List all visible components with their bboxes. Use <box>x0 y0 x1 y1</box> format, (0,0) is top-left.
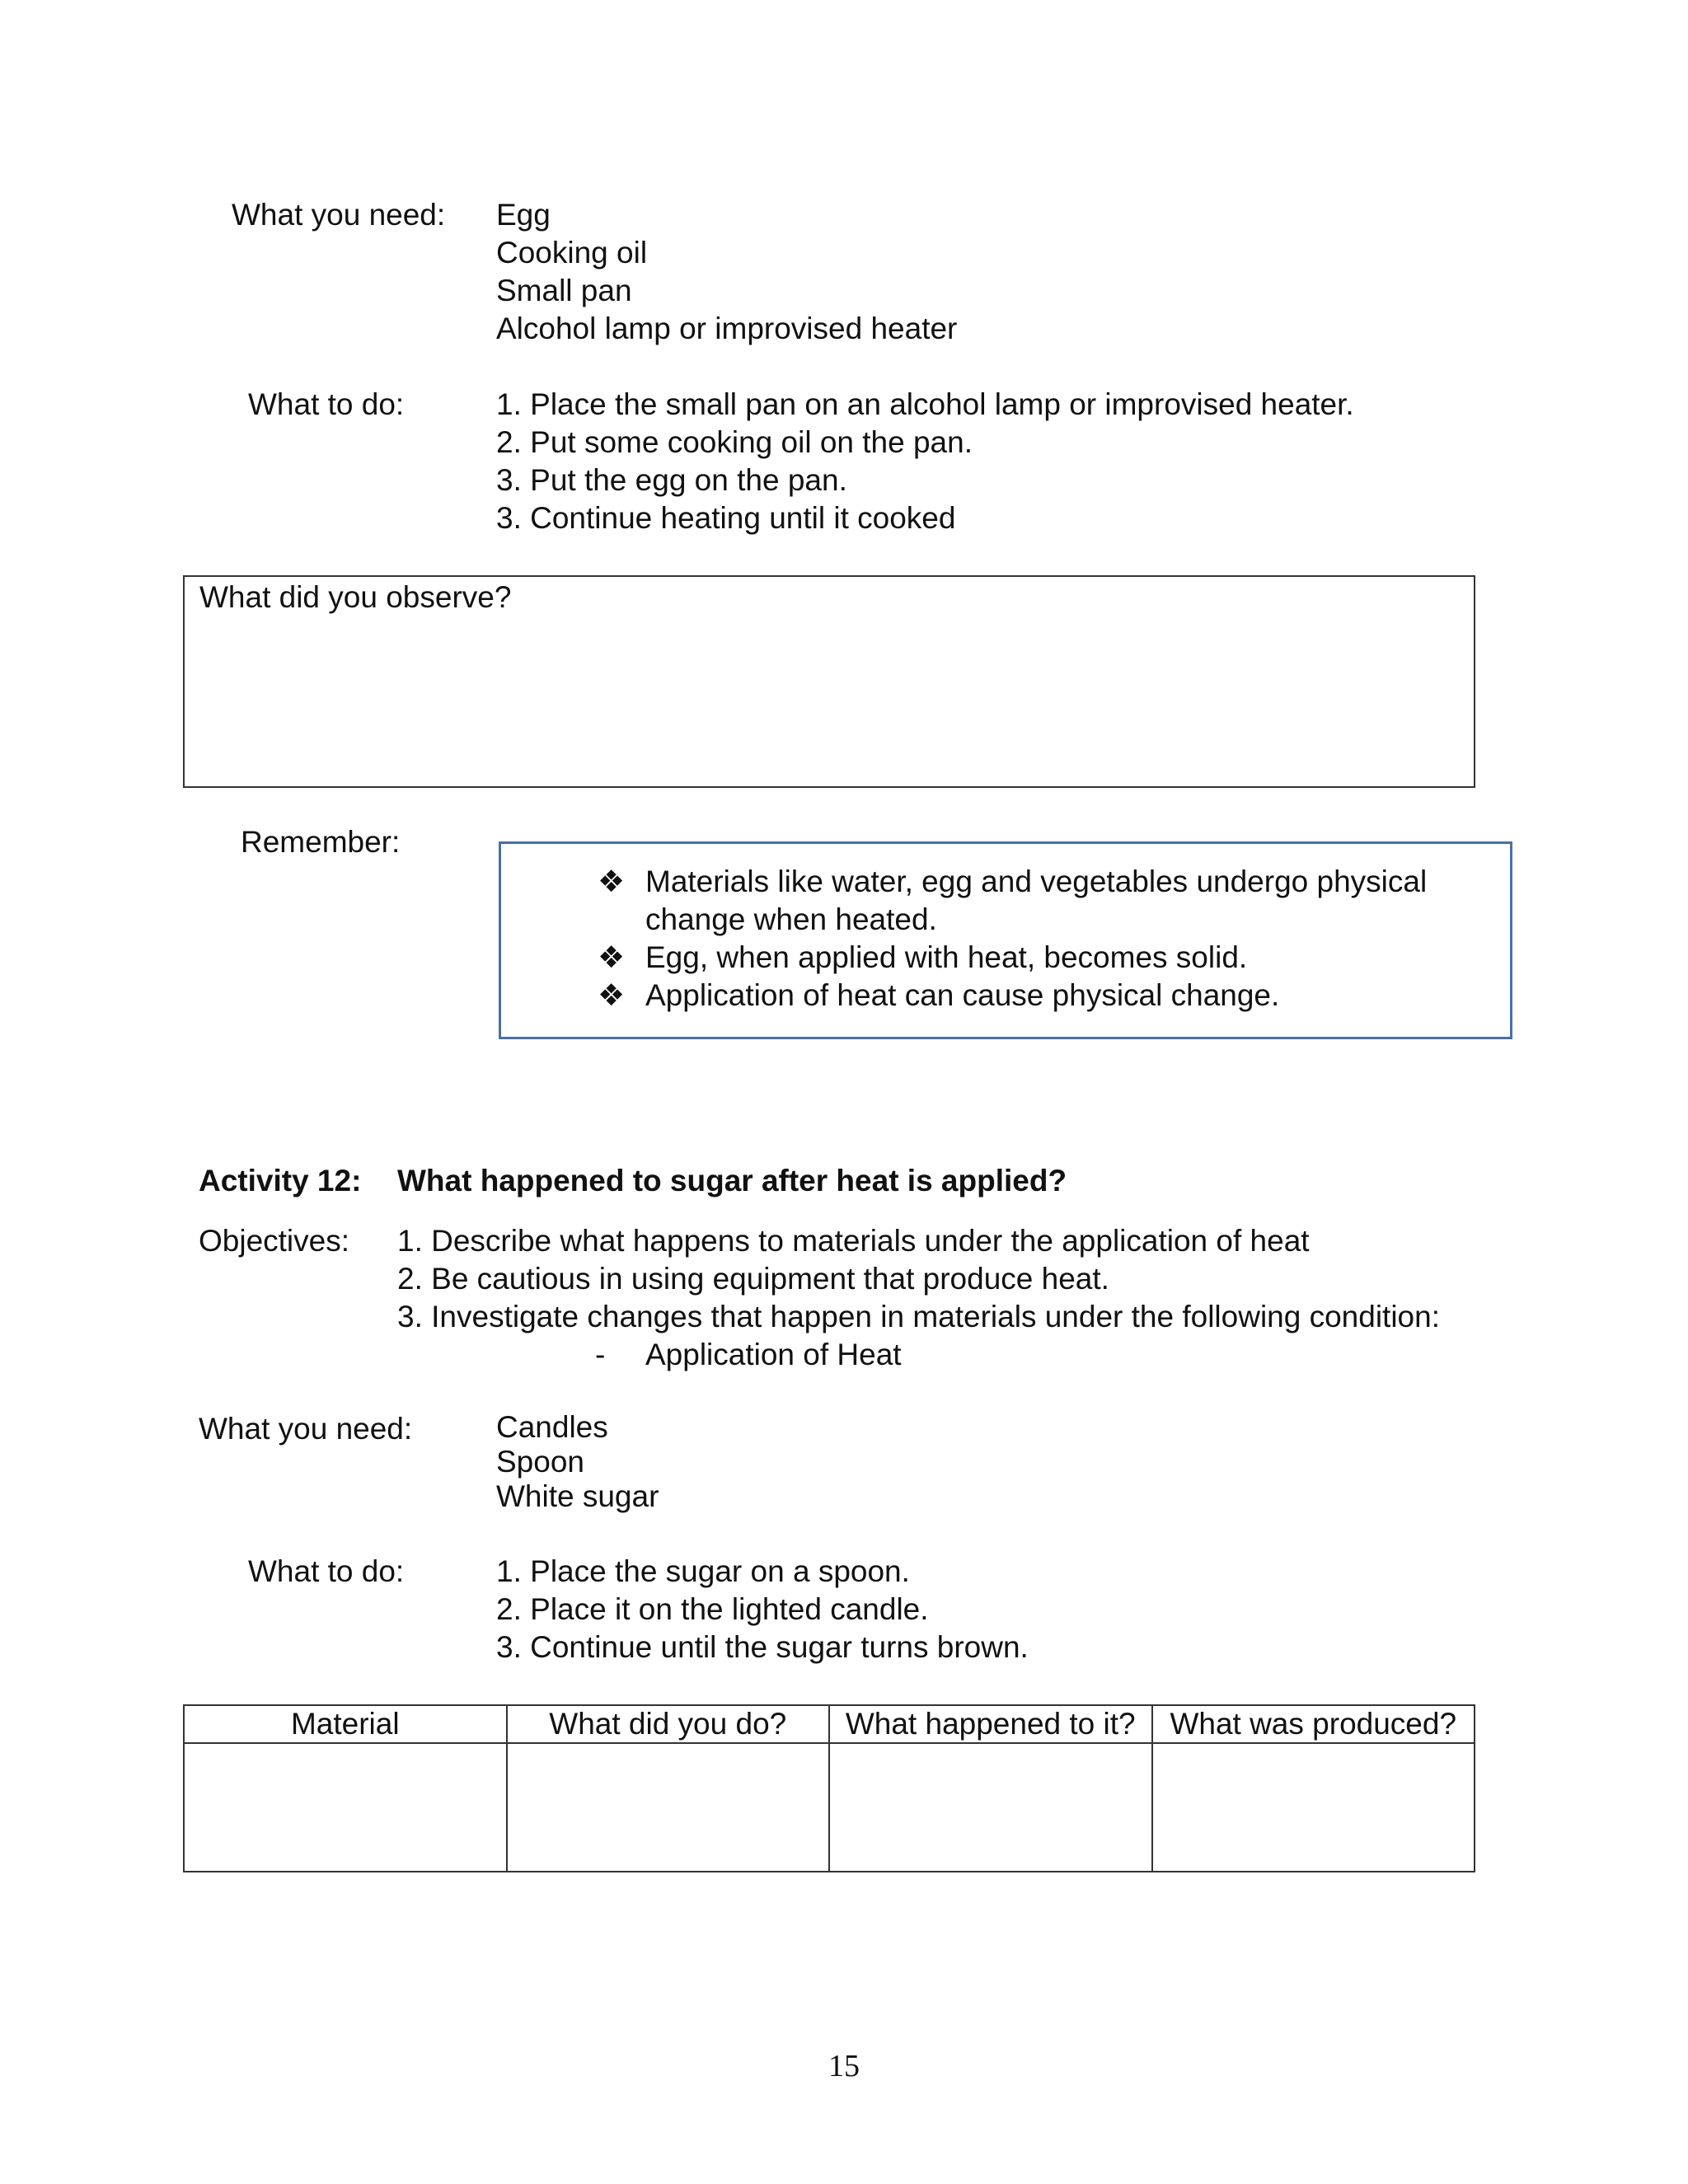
list-item: 1. Place the sugar on a spoon. <box>496 1554 910 1588</box>
list-item: 1. Place the small pan on an alcohol lamp or improvised heater. <box>496 387 1354 421</box>
list-item: 3. Investigate changes that happen in materials under the following condition: <box>397 1300 1440 1333</box>
diamond-bullet-icon: ❖ <box>598 865 626 898</box>
sugar-need-label: What you need: <box>199 1412 413 1446</box>
remember-bullets <box>598 863 1504 1015</box>
observation-label: What did you observe? <box>199 580 512 614</box>
objectives-label: Objectives: <box>199 1224 350 1258</box>
list-item: 2. Place it on the lighted candle. <box>496 1592 929 1626</box>
objectives-list <box>397 1222 1440 1336</box>
egg-todo-label: What to do: <box>248 387 405 421</box>
list-item: 3. Continue until the sugar turns brown. <box>496 1630 1029 1664</box>
page-number: 15 <box>828 2049 860 2083</box>
list-item: 2. Put some cooking oil on the pan. <box>496 425 973 459</box>
sub-dash: - <box>595 1338 606 1371</box>
list-item: 3. Put the egg on the pan. <box>496 463 847 497</box>
list-item: Cooking oil <box>496 236 648 269</box>
sugar-steps-list <box>496 1553 1029 1666</box>
table-cell[interactable] <box>829 1743 1152 1872</box>
activity-title: What happened to sugar after heat is applied? <box>397 1164 1067 1197</box>
sub-item: Application of Heat <box>645 1338 902 1371</box>
list-item: White sugar <box>496 1479 659 1513</box>
diamond-bullet-icon: ❖ <box>598 978 626 1012</box>
remember-label: Remember: <box>241 825 401 859</box>
list-item: Candles <box>496 1410 608 1444</box>
header-material: Material <box>184 1705 507 1743</box>
table-cell[interactable] <box>184 1743 507 1872</box>
activity-number: Activity 12: <box>199 1164 362 1197</box>
table-header-row <box>184 1705 1475 1743</box>
egg-steps-list <box>496 386 1354 537</box>
sugar-todo-label: What to do: <box>248 1554 405 1588</box>
egg-need-label: What you need: <box>232 198 446 232</box>
table-row <box>184 1743 1475 1872</box>
list-item: Spoon <box>496 1445 584 1479</box>
header-what-did-you-do: What did you do? <box>507 1705 830 1743</box>
list-item: 1. Describe what happens to materials under the application of heat <box>397 1224 1310 1258</box>
list-item: Egg <box>496 198 551 232</box>
observation-box[interactable] <box>183 575 1475 788</box>
header-what-produced: What was produced? <box>1152 1705 1475 1743</box>
observation-table <box>183 1704 1475 1872</box>
list-item: 2. Be cautious in using equipment that produce heat. <box>397 1262 1109 1296</box>
diamond-bullet-icon: ❖ <box>598 940 626 974</box>
sugar-need-list <box>496 1410 659 1514</box>
list-item: ❖ Egg, when applied with heat, becomes solid. <box>598 939 1504 977</box>
header-what-happened: What happened to it? <box>829 1705 1152 1743</box>
list-item: ❖ Materials like water, egg and vegetables undergo physical change when heated. <box>598 863 1504 939</box>
egg-need-list <box>496 196 957 348</box>
table-cell[interactable] <box>507 1743 830 1872</box>
list-item: ❖ Application of heat can cause physical change. <box>598 977 1504 1015</box>
list-item: 3. Continue heating until it cooked <box>496 501 956 535</box>
list-item: Alcohol lamp or improvised heater <box>496 312 958 345</box>
remember-box <box>499 841 1512 1039</box>
list-item: Small pan <box>496 274 632 307</box>
table-cell[interactable] <box>1152 1743 1475 1872</box>
